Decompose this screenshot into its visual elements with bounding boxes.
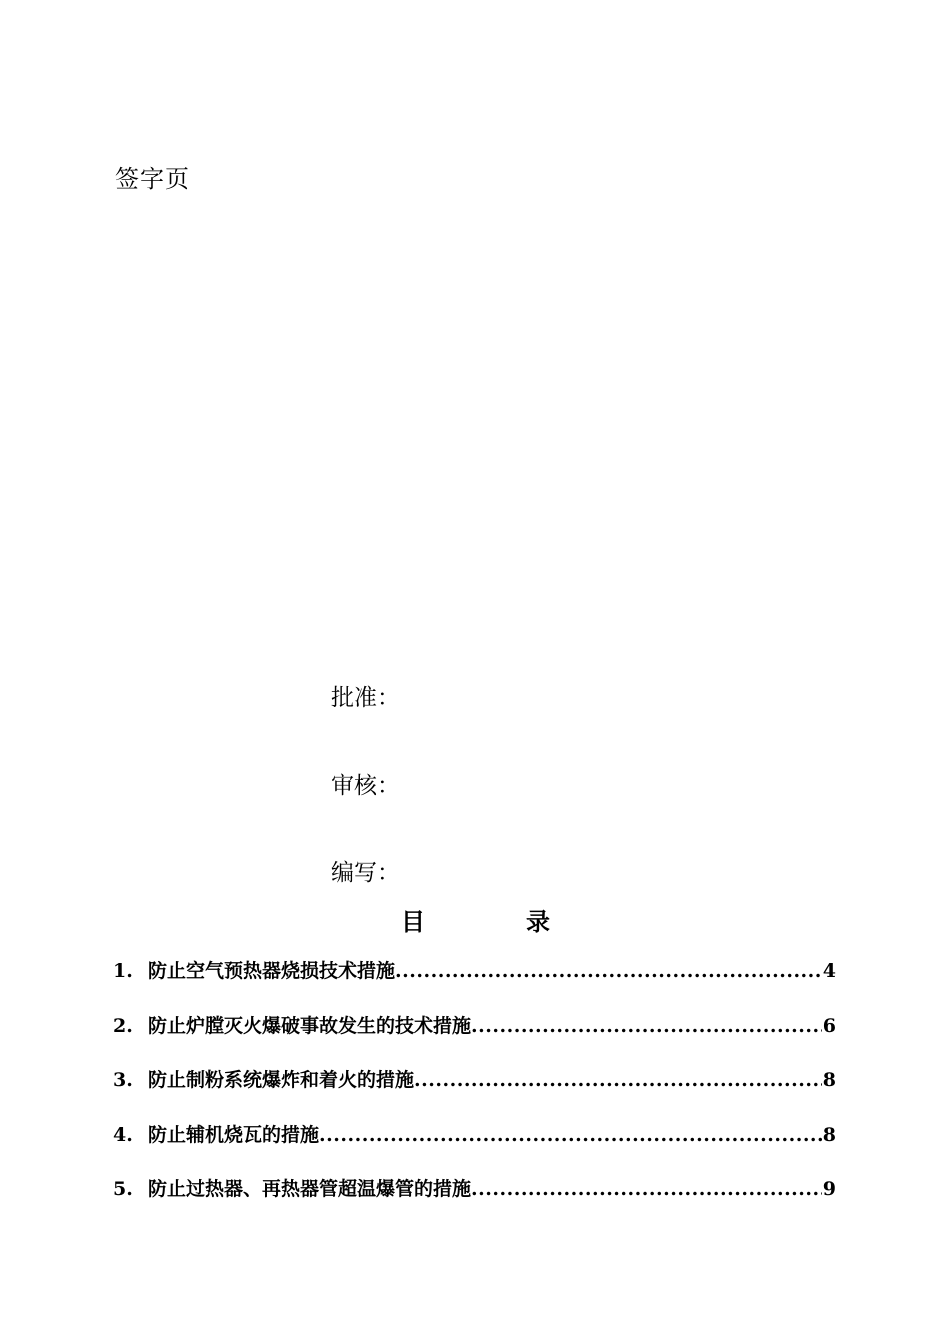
signature-page-title: 签字页 bbox=[115, 165, 190, 193]
toc-heading-char: 录 bbox=[526, 907, 550, 936]
toc-leader-dots bbox=[471, 1173, 822, 1205]
toc-item-page: 8 bbox=[822, 1069, 836, 1091]
toc-item[interactable] bbox=[113, 955, 836, 1010]
toc-leader-dots bbox=[319, 1119, 822, 1151]
toc-item-number: 1. bbox=[113, 960, 133, 982]
toc-item-title: 防止炉膛灭火爆破事故发生的技术措施 bbox=[148, 1014, 472, 1037]
toc-item[interactable] bbox=[113, 1119, 836, 1174]
approve-label: 批准： bbox=[331, 685, 400, 711]
author-label: 编写： bbox=[331, 860, 400, 886]
toc-leader-dots bbox=[414, 1064, 822, 1096]
toc-item[interactable] bbox=[113, 1173, 836, 1228]
toc-list bbox=[113, 955, 836, 1228]
toc-leader-dots bbox=[395, 955, 822, 987]
toc-item-title: 防止过热器、再热器管超温爆管的措施 bbox=[148, 1178, 472, 1200]
toc-heading bbox=[0, 898, 950, 934]
toc-item-number: 2. bbox=[113, 1014, 133, 1037]
toc-item-page: 8 bbox=[822, 1123, 836, 1146]
toc-item[interactable] bbox=[113, 1010, 836, 1065]
toc-item-page: 9 bbox=[822, 1178, 836, 1200]
toc-item-number: 5. bbox=[113, 1178, 133, 1200]
toc-item-page: 4 bbox=[822, 960, 836, 982]
toc-item-page: 6 bbox=[822, 1014, 836, 1037]
toc-item[interactable] bbox=[113, 1064, 836, 1119]
toc-leader-dots bbox=[471, 1010, 822, 1042]
toc-item-title: 防止制粉系统爆炸和着火的措施 bbox=[148, 1069, 415, 1091]
toc-item-title: 防止空气预热器烧损技术措施 bbox=[148, 960, 396, 982]
toc-item-title: 防止辅机烧瓦的措施 bbox=[148, 1123, 320, 1146]
review-label: 审核： bbox=[331, 773, 400, 799]
toc-item-number: 3. bbox=[113, 1069, 133, 1091]
toc-heading-char: 目 bbox=[401, 907, 425, 936]
toc-item-number: 4. bbox=[113, 1123, 133, 1146]
